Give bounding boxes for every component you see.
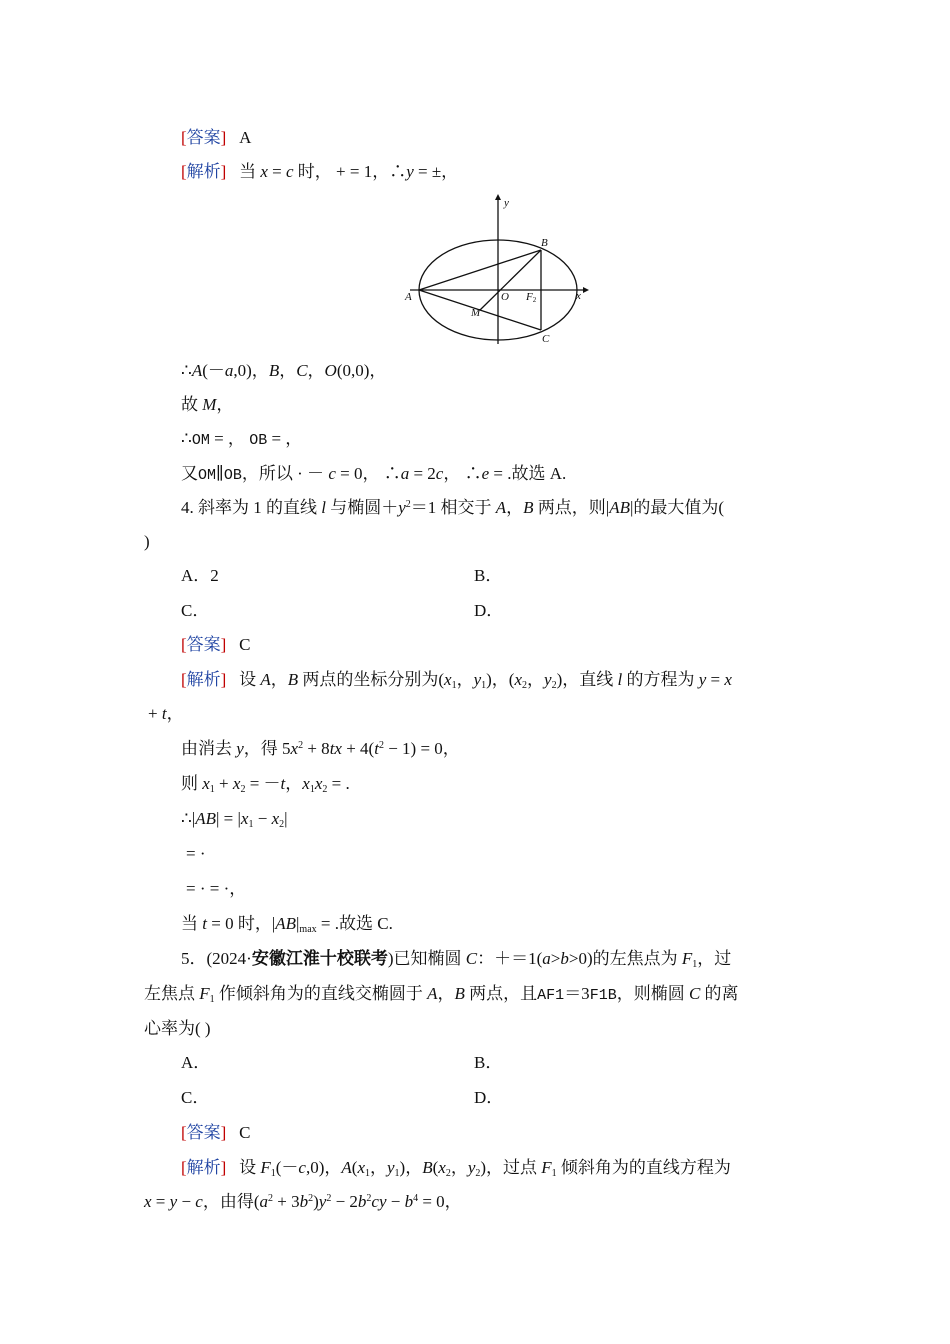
- analysis-label: [解析]: [181, 670, 227, 689]
- q3-line5: 又OM∥OB，所以 · － c = 0， ∴a = 2c， ∴e = .故选 A.: [181, 464, 567, 484]
- label-C: C: [542, 333, 550, 345]
- q4-option-c: C．: [181, 601, 210, 620]
- q5-stem-line3: 心率为( ): [144, 1019, 211, 1038]
- label-O: O: [501, 291, 509, 303]
- q5-option-b: B．: [474, 1053, 503, 1072]
- q5-answer-value: C: [239, 1123, 251, 1142]
- answer-label: [答案]: [181, 1123, 227, 1142]
- x-axis-arrow: [583, 287, 589, 293]
- q4-answer-value: C: [239, 635, 251, 654]
- q3-analysis-line1: [解析] 当 x = c 时， + = 1，∴y = ±，: [181, 162, 459, 181]
- q3-line3: 故 M，: [181, 395, 234, 414]
- label-M: M: [471, 307, 481, 319]
- ellipse-figure: [398, 192, 598, 348]
- q4-analysis-line3: 由消去 y，得 $5x^2 + 8tx + 4(t^2 - 1) = 0$，: [181, 739, 460, 758]
- answer-label: [答案]: [181, 128, 227, 147]
- q5-stem-line1: 5．(2024·安徽江淮十校联考)已知椭圆 C：＋＝1(a>b>0)的左焦点为 $F_1$，过: [181, 949, 732, 970]
- q5-option-a: A．: [181, 1053, 211, 1072]
- label-B: B: [541, 237, 548, 249]
- y-axis-arrow: [495, 194, 501, 200]
- q4-stem-line2: ): [144, 532, 150, 551]
- q4-analysis-line1: [解析] 设 A，B 两点的坐标分别为($x_1$，$y_1$)，($x_2$，$y_2$)，直线 l 的方程为 y = x: [181, 670, 732, 691]
- q4-analysis-line7: = · = ·，: [186, 879, 247, 898]
- analysis-label: [解析]: [181, 162, 227, 181]
- label-A: A: [405, 291, 412, 303]
- q5-analysis-line1: [解析] 设 $F_1(-c,0)$，$A(x_1$，$y_1$)，$B(x_2$，$y_2$)，过点 $F_1$ 倾斜角为的直线方程为: [181, 1158, 731, 1179]
- label-x: x: [576, 290, 581, 302]
- analysis-label: [解析]: [181, 1158, 227, 1177]
- q5-option-c: C．: [181, 1088, 210, 1107]
- q5-answer-line: [181, 1122, 250, 1144]
- q5-analysis-line2: x = y − c，由得$(a^2 + 3b^2)y^2 - 2b^2cy - b^4 = 0$，: [144, 1192, 462, 1211]
- q3-line2: ∴A(－a,0)，B，C，O(0,0)，: [181, 361, 387, 380]
- q4-analysis-line8: 当 t = 0 时，$|AB|_{max}$ = .故选 C.: [181, 914, 393, 935]
- q4-answer-line: [181, 634, 250, 656]
- q3-answer-line: [181, 127, 251, 149]
- label-y: y: [504, 197, 509, 209]
- q4-analysis-line4: 则 $x_1 + x_2 = -t$，$x_1x_2$ = .: [181, 774, 350, 795]
- q4-option-b: B．: [474, 566, 503, 585]
- q4-stem-line1: 4. 斜率为 1 的直线 l 与椭圆$+y^2=1$ 相交于 A，B 两点，则|AB|的最大值为(: [181, 498, 725, 517]
- segment-AB: [419, 250, 541, 290]
- label-F: F2: [526, 291, 537, 304]
- q4-option-a: A．2: [181, 566, 219, 585]
- answer-label: [答案]: [181, 635, 227, 654]
- q4-analysis-line5: ∴|AB| = $|x_1 - x_2|$: [181, 809, 288, 830]
- q5-option-d: D．: [474, 1088, 504, 1107]
- q3-answer-value: A: [239, 128, 252, 147]
- q4-analysis-line6: = ·: [186, 844, 206, 863]
- q3-line4: ∴OM = ， OB = ，: [181, 429, 303, 449]
- q5-stem-line2: 左焦点 $F_1$ 作倾斜角为的直线交椭圆于 A，B 两点，且AF1＝3F1B，则椭圆 C 的离: [144, 984, 739, 1005]
- q4-option-d: D．: [474, 601, 504, 620]
- q4-analysis-line2: + t，: [148, 704, 184, 723]
